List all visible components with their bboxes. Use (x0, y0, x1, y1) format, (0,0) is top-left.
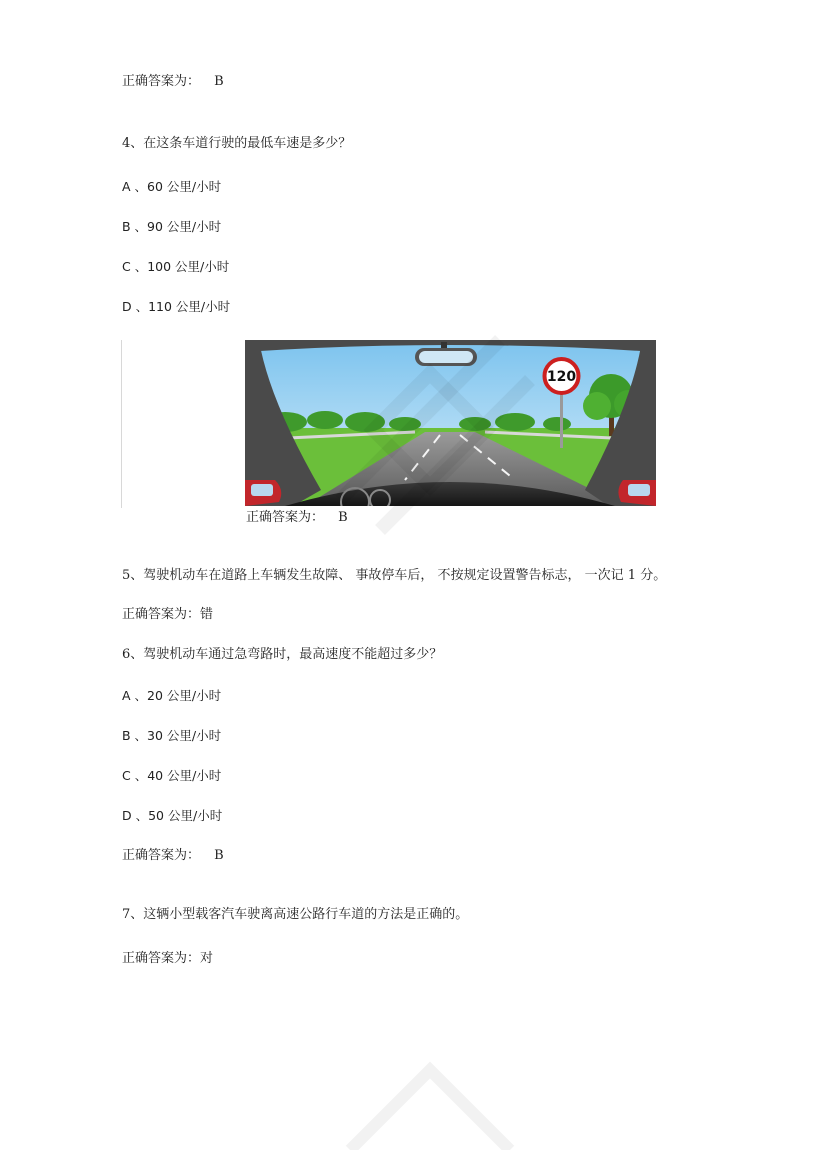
side-mirror-right (618, 480, 656, 506)
q6-option-d: D 、50 公里/小时 (122, 808, 223, 823)
q6-option-a: A 、20 公里/小时 (122, 688, 222, 703)
q4-option-b: B 、90 公里/小时 (122, 219, 222, 234)
side-mirror-left (245, 480, 281, 506)
q3-answer-value: B (214, 74, 224, 89)
q3-answer (122, 73, 224, 91)
q6-answer-value: B (214, 848, 224, 863)
q5-question: 5、驾驶机动车在道路上车辆发生故障、 事故停车后， 不按规定设置警告标志， 一次记 1 分。 (122, 568, 667, 583)
q4-answer-label: 正确答案为： (246, 510, 325, 525)
q6-question: 6、驾驶机动车通过急弯路时，最高速度不能超过多少？ (122, 647, 443, 662)
watermark-bottom (330, 1060, 530, 1150)
q4-option-d: D 、110 公里/小时 (122, 299, 231, 314)
q4-answer (246, 509, 348, 527)
q4-option-c: C 、100 公里/小时 (122, 259, 230, 274)
margin-rule (121, 340, 122, 508)
speed-limit-value: 120 (546, 369, 577, 385)
q4-road-illustration (245, 340, 656, 506)
q4-option-a: A 、60 公里/小时 (122, 179, 222, 194)
q7-answer: 正确答案为：对 (122, 951, 214, 966)
q4-question: 4、在这条车道行驶的最低车速是多少？ (122, 136, 352, 151)
q6-option-c: C 、40 公里/小时 (122, 768, 222, 783)
q3-answer-label: 正确答案为： (122, 74, 201, 89)
q6-answer (122, 847, 224, 865)
q7-question: 7、这辆小型载客汽车驶离高速公路行车道的方法是正确的。 (122, 907, 469, 922)
q6-answer-label: 正确答案为： (122, 848, 201, 863)
q4-answer-value: B (338, 510, 348, 525)
q5-answer: 正确答案为：错 (122, 607, 214, 622)
q6-option-b: B 、30 公里/小时 (122, 728, 222, 743)
